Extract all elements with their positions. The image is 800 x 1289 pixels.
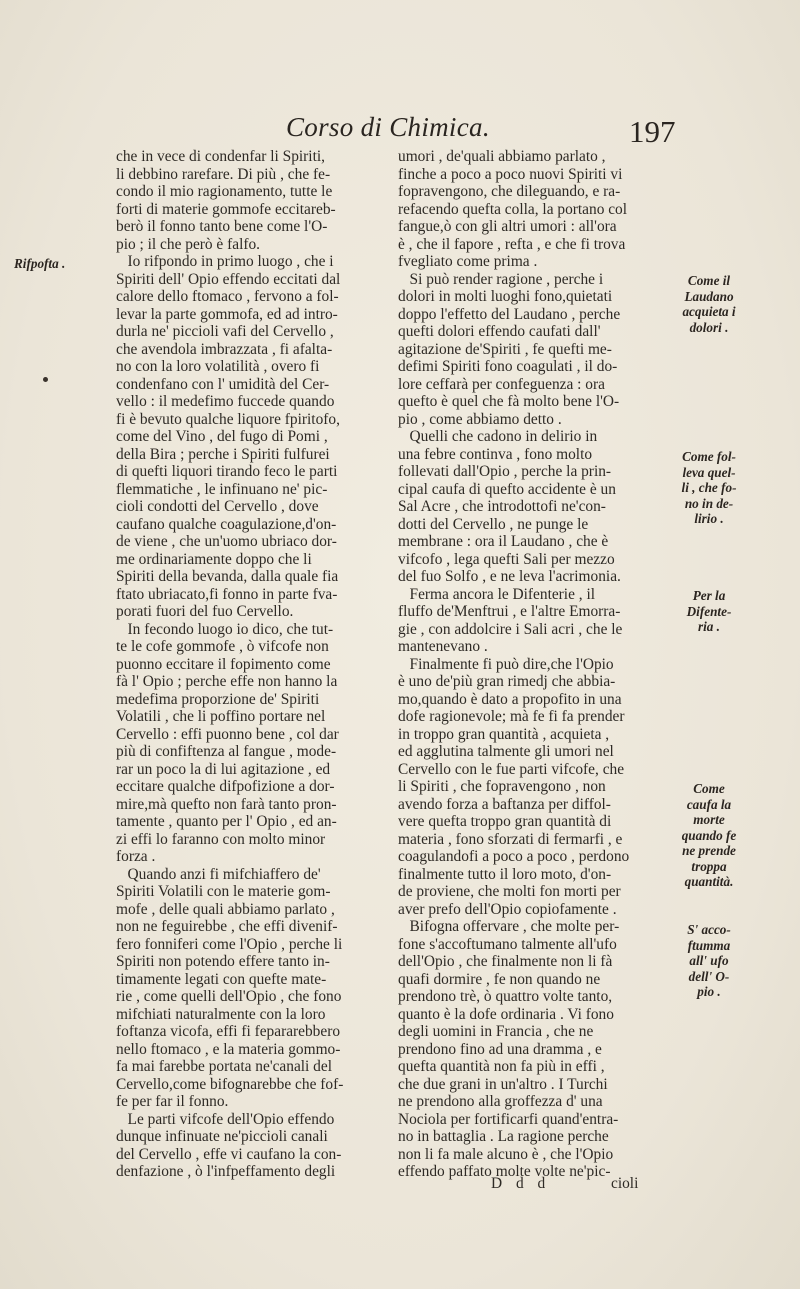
text-line: zi effi lo faranno con molto minor [116, 830, 326, 848]
text-line: prendono fino ad una dramma , e [398, 1040, 602, 1058]
text-line: umori , de'quali abbiamo parlato , [398, 148, 606, 165]
text-line: ed agglutina talmente gli umori nel [398, 743, 614, 760]
text-line: Io rifpondo in primo luogo , che i [116, 253, 334, 270]
text-line: eccitare qualche difpofizione a dor- [116, 778, 335, 795]
text-line: mo,quando è dato a propofito in una [398, 690, 622, 708]
text-line: durla ne' piccioli vafi del Cervello , [116, 323, 334, 340]
text-line: che avendola imbrazzata , fi afalta- [116, 340, 333, 358]
text-line: li debbino rarefare. Di più , che fe- [116, 165, 331, 183]
text-line: Volatili , che li poffino portare nel [116, 708, 326, 725]
margin-note-oppio-uso: S' acco- ftumma all' ufo dell' O- pio . [687, 922, 731, 999]
text-line: Si può render ragione , perche i [398, 270, 604, 288]
text-line: no in battaglia . La ragione perche [398, 1128, 609, 1145]
text-line: dotti del Cervello , ne punge le [398, 515, 589, 533]
text-line: ne prendono alla groffezza d' una [398, 1093, 603, 1110]
text-line: Le parti vifcofe dell'Opio effendo [116, 1110, 335, 1128]
text-line: tamente , quanto per l' Opio , ed an- [116, 813, 337, 830]
text-line: timamente legati con quefte mate- [116, 970, 327, 988]
text-line: vello : il medefimo fuccede quando [116, 393, 335, 410]
text-line: finche a poco a poco nuovi Spiriti vi [398, 165, 623, 183]
text-line: calore dello ftomaco , fervono a fol- [116, 288, 339, 305]
text-line: Cervello,come bifognarebbe che fof- [116, 1075, 344, 1093]
text-line: doppo l'effetto del Laudano , perche [398, 305, 621, 323]
text-line: Cervello con le fue parti vifcofe, che [398, 760, 625, 778]
text-line: fi è bevuto qualche liquore fpiritofo, [116, 410, 340, 428]
text-line: quefti dolori effendo caufati dall' [398, 323, 601, 340]
text-line: li Spiriti , che fopravengono , non [398, 778, 606, 795]
text-line: levar la parte gommofa, ed ad intro- [116, 305, 338, 323]
text-line: pio , come abbiamo detto . [398, 410, 562, 428]
text-line: dell'Opio , che finalmente non li fà [398, 953, 613, 970]
text-line: è , che il fapore , refta , e che fi trova [398, 235, 626, 253]
text-line: defimi Spiriti fono coagulati , il do- [398, 358, 618, 375]
text-line: quefto è quel che fà molto bene l'O- [398, 393, 620, 410]
page-number: 197 [629, 114, 676, 149]
text-line: Sal Acre , che introdottofi ne'con- [398, 498, 606, 515]
ink-blot [43, 377, 48, 382]
text-line: pio ; il che però è falfo. [116, 235, 261, 253]
text-line: de proviene, che molti fon morti per [398, 883, 621, 900]
text-line: fluffo de'Menftrui , e l'altre Emorra- [398, 603, 621, 620]
text-line: aver prefo dell'Opio copiofamente . [398, 900, 617, 918]
text-line: Spiriti dell' Opio effendo eccitati dal [116, 270, 341, 288]
text-line: della Bira ; perche i Spiriti fulfurei [116, 445, 330, 463]
text-line: che due grani in un'altro . I Turchi [398, 1075, 608, 1093]
margin-note-laudano: Come il Laudano acquieta i dolori . [682, 273, 736, 335]
text-line: quafi dormire , fe non quando ne [398, 970, 601, 988]
text-line: fa mai farebbe portata ne'canali del [116, 1058, 332, 1075]
text-line: come del Vino , del fugo di Pomi , [116, 428, 328, 445]
text-line: materia , fono sforzati di fermarfi , e [398, 830, 623, 848]
text-line: cioli condotti del Cervello , dove [116, 498, 319, 515]
text-line: agitazione de'Spiriti , fe quefti me- [398, 340, 612, 358]
text-line: in troppo gran quantità , acquieta , [398, 725, 610, 743]
text-line: rie , come quelli dell'Opio , che fono [116, 988, 342, 1005]
text-line: no con la loro volatilità , overo fi [116, 358, 320, 375]
text-line: refacendo quefta colla, la portano col [398, 200, 628, 218]
catchword: cioli [611, 1175, 639, 1192]
text-line: membrane : ora il Laudano , che è [398, 533, 609, 550]
margin-note-risposta: Rifpofta . [14, 256, 66, 271]
text-line: Bifogna offervare , che molte per- [398, 918, 620, 935]
running-title: Corso di Chimica. [286, 112, 490, 142]
text-line: medefima proporzione de' Spiriti [116, 690, 320, 708]
text-line: forza . [116, 848, 156, 865]
text-line: non li fa male alcuno è , che l'Opio [398, 1145, 614, 1163]
text-line: Quando anzi fi mifchiaffero de' [116, 865, 321, 883]
text-line: degli uomini in Francia , che ne [398, 1023, 594, 1040]
text-line: In fecondo luogo io dico, che tut- [116, 620, 334, 638]
text-line: vifcofo , lega quefti Sali per mezzo [398, 550, 615, 568]
text-line: fà l' Opio ; perche effe non hanno la [116, 673, 338, 690]
text-line: Spiriti Volatili con le materie gom- [116, 883, 331, 900]
text-line: dofe ragionevole; mà fe fi fa prender [398, 708, 625, 725]
text-line: una febre continva , fono molto [398, 445, 593, 463]
text-line: condo il mio ragionamento, tutte le [116, 183, 333, 200]
text-line: quefta quantità non fa più in effi , [398, 1058, 605, 1075]
text-line: di quefti liquori tirando feco le parti [116, 463, 338, 480]
text-line: dunque infinuate ne'piccioli canali [116, 1128, 328, 1145]
text-line: effendo paffato molte volte ne'pic- [398, 1163, 611, 1180]
text-line: del fuo Solfo , e ne leva l'acrimonia. [398, 568, 621, 585]
text-line: dolori in molti luoghi fono,quietati [398, 288, 613, 305]
text-line: forti di materie gommofe eccitareb- [116, 200, 336, 218]
text-line: Finalmente fi può dire,che l'Opio [398, 655, 614, 673]
text-line: cipal caufa di quefto accidente è un [398, 480, 616, 498]
text-line: Nociola per fortificarfi quand'entra- [398, 1110, 619, 1128]
text-line: coagulandofi a poco a poco , perdono [398, 848, 630, 865]
left-text-column [116, 148, 388, 1181]
text-line: fopravengono, che dileguando, e ra- [398, 183, 621, 200]
text-line: caufano qualche coagulazione,d'on- [116, 515, 337, 533]
text-line: prendono trè, ò quattro volte tanto, [398, 988, 613, 1005]
text-line: condenfano con l' umidità del Cer- [116, 375, 330, 393]
text-line: Spiriti della bevanda, dalla quale fia [116, 568, 339, 585]
text-line: Ferma ancora le Difenterie , il [398, 585, 595, 603]
text-line: mire,mà quefto non farà tanto pron- [116, 795, 337, 813]
text-line: de viene , che un'uomo ubriaco dor- [116, 533, 337, 550]
text-line: ftato ubriacato,fi fonno in parte fva- [116, 585, 338, 603]
text-line: mofe , delle quali abbiamo parlato , [116, 900, 335, 918]
text-line: quanto è la dofe ordinaria . Vi fono [398, 1005, 614, 1023]
text-line: è uno de'più gran rimedj che abbia- [398, 673, 616, 690]
text-line: berò il fonno tanto bene come l'O- [116, 218, 328, 235]
text-line: lore ceffarà per confeguenza : ora [398, 375, 605, 393]
text-line: mifchiati naturalmente con la loro [116, 1005, 326, 1023]
text-line: non ne feguirebbe , che effi divenif- [116, 918, 338, 935]
margin-note-disenteria: Per la Difente- ria . [686, 588, 732, 634]
text-line: fangue,ò con gli altri umori : all'ora [398, 218, 617, 235]
right-text-column [398, 148, 670, 1181]
margin-note-delirio: Come fol- leva quel- li , che fo- no in de- lirio . [681, 449, 737, 526]
text-line: del Cervello , effe vi caufano la con- [116, 1145, 342, 1163]
text-line: mantenevano . [398, 638, 488, 655]
text-line: vere quefta troppo gran quantità di [398, 813, 612, 830]
text-line: puonno eccitare il fopimento come [116, 655, 331, 673]
margin-note-morte: Come caufa la morte quando fe ne prende troppa quantità. [681, 781, 737, 889]
text-line: finalmente tutto il loro moto, d'on- [398, 865, 612, 883]
text-line: nello ftomaco , e la materia gommo- [116, 1040, 341, 1058]
text-line: foftanza vicofa, effi fi fepararebbero [116, 1023, 341, 1040]
text-line: fvegliato come prima . [398, 253, 538, 270]
text-line: Cervello : effi puonno bene , col dar [116, 725, 339, 743]
text-line: fero fonniferi come l'Opio , perche li [116, 935, 343, 953]
text-line: che in vece di condenfar li Spiriti, [116, 148, 325, 165]
text-line: Quelli che cadono in delirio in [398, 428, 598, 445]
text-line: più di confiftenza al fangue , mode- [116, 743, 337, 760]
text-line: porati fuori del fuo Cervello. [116, 603, 294, 620]
text-line: follevati dall'Opio , perche la prin- [398, 463, 612, 480]
text-line: flemmatiche , le infinuano ne' pic- [116, 480, 328, 498]
text-line: avendo forza a baftanza per diffol- [398, 795, 611, 813]
text-line: denfazione , ò l'infpeffamento degli [116, 1163, 336, 1180]
text-line: rar un poco la di lui agitazione , ed [116, 760, 331, 778]
text-line: me ordinariamente doppo che li [116, 550, 312, 568]
text-line: gie , con addolcire i Sali acri , che le [398, 620, 623, 638]
text-line: fe per far il fonno. [116, 1093, 229, 1110]
signature-mark: D d d [491, 1175, 551, 1192]
text-line: te le cofe gommofe , ò vifcofe non [116, 638, 329, 655]
text-line: fone s'accoftumano talmente all'ufo [398, 935, 617, 953]
text-line: Spiriti non potendo effere tanto in- [116, 953, 330, 970]
